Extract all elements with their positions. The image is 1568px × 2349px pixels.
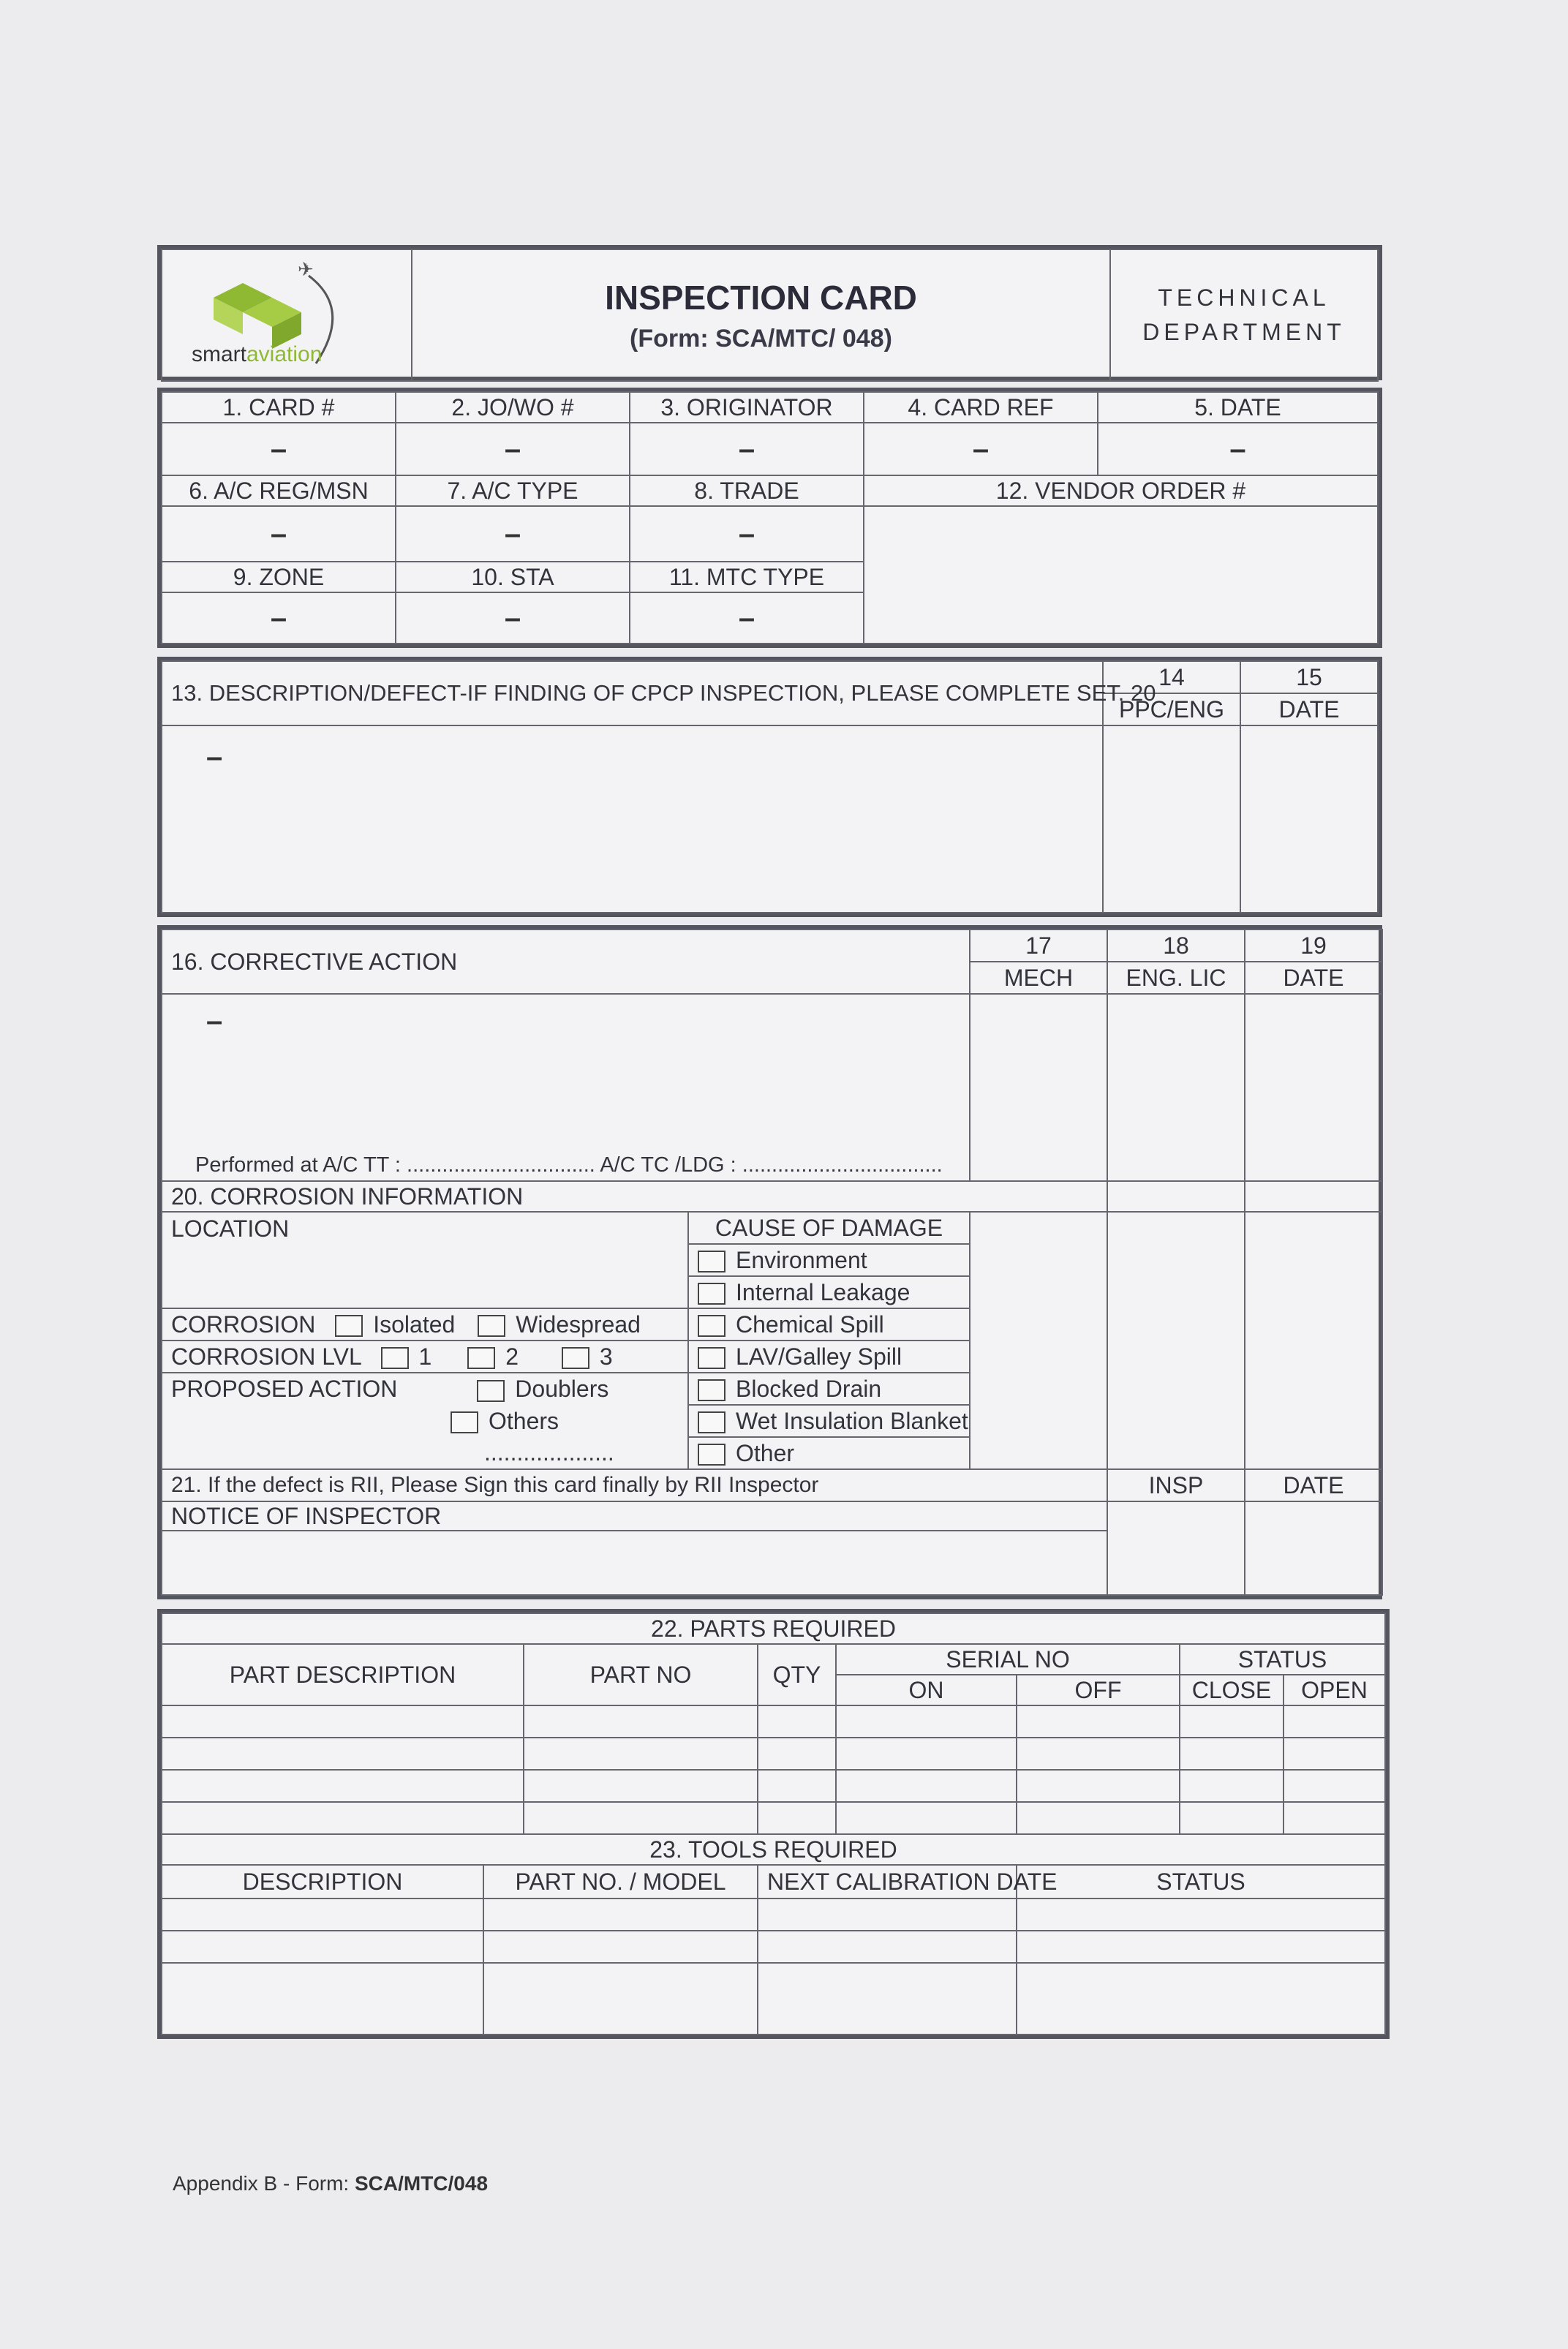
description-ppc-eng-value[interactable] <box>1103 725 1240 913</box>
field-vendor-order-value[interactable] <box>864 506 1378 644</box>
cause-other[interactable] <box>688 1437 970 1469</box>
level-3-label: 3 <box>599 1343 613 1370</box>
svg-text:smartaviation <box>192 342 322 366</box>
table-row <box>162 1899 1385 1931</box>
checkbox-icon[interactable] <box>698 1251 725 1272</box>
title-cell <box>412 249 1110 381</box>
field-date-value[interactable]: – <box>1098 423 1378 475</box>
rii-date-value[interactable] <box>1245 1501 1382 1595</box>
field-originator-label: 3. ORIGINATOR <box>630 392 864 423</box>
field-originator-value[interactable]: – <box>630 423 864 475</box>
corrosion-eng-cell[interactable] <box>1107 1212 1245 1469</box>
field-ac-reg-value[interactable]: – <box>162 506 396 562</box>
corrective-value-cell[interactable] <box>162 994 970 1181</box>
field-sta-label: 10. STA <box>396 562 630 592</box>
corrective-date: DATE <box>1245 962 1382 994</box>
parts-col-status: STATUS <box>1180 1644 1385 1675</box>
checkbox-icon[interactable] <box>698 1411 725 1433</box>
table-row <box>162 1931 1385 1963</box>
checkbox-icon[interactable] <box>698 1379 725 1401</box>
rii-date: DATE <box>1245 1469 1382 1501</box>
footer-prefix: Appendix B - Form: <box>173 2172 355 2195</box>
field-zone-label: 9. ZONE <box>162 562 396 592</box>
table-row <box>162 1738 1385 1770</box>
checkbox-icon[interactable] <box>477 1380 505 1402</box>
table-row <box>162 1705 1385 1738</box>
field-jo-wo-value[interactable]: – <box>396 423 630 475</box>
parts-col-off: OFF <box>1017 1675 1180 1705</box>
department-cell <box>1110 249 1378 381</box>
corrosion-mech-cell[interactable] <box>970 1212 1107 1469</box>
doublers-label: Doublers <box>515 1376 609 1402</box>
description-block <box>157 657 1382 917</box>
field-card-ref-value[interactable]: – <box>864 423 1098 475</box>
logo-brand-a: smart <box>192 342 246 366</box>
tools-col-calibration: NEXT CALIBRATION DATE <box>758 1865 1017 1899</box>
cause-wet-insulation[interactable] <box>688 1405 970 1437</box>
field-ac-type-value[interactable]: – <box>396 506 630 562</box>
checkbox-icon[interactable] <box>335 1315 363 1337</box>
corrective-col17: 17 <box>970 930 1107 962</box>
parts-col-description: PART DESCRIPTION <box>162 1644 524 1705</box>
cause-lav-galley-spill-label: LAV/Galley Spill <box>736 1343 902 1370</box>
checkbox-icon[interactable] <box>478 1315 505 1337</box>
notice-of-inspector: NOTICE OF INSPECTOR <box>162 1501 1107 1531</box>
corrective-col18: 18 <box>1107 930 1245 962</box>
corrosion-date-cell[interactable] <box>1245 1212 1382 1469</box>
corrosion-type-label: CORROSION <box>171 1311 316 1338</box>
smart-aviation-logo <box>162 250 404 374</box>
corrective-eng-lic: ENG. LIC <box>1107 962 1245 994</box>
table-row <box>162 1963 1385 2035</box>
corrective-mech: MECH <box>970 962 1107 994</box>
field-card-ref-label: 4. CARD REF <box>864 392 1098 423</box>
department-line1: TECHNICAL <box>1158 284 1330 311</box>
field-card-no-value[interactable]: – <box>162 423 396 475</box>
cause-blocked-drain[interactable] <box>688 1373 970 1405</box>
corrosion-location[interactable]: LOCATION <box>162 1212 688 1308</box>
performed-line: Performed at A/C TT : ................................ A/C TC /LDG : .................................. <box>195 1153 943 1177</box>
cause-internal-leakage[interactable] <box>688 1276 970 1308</box>
fields-table <box>161 391 1379 644</box>
corrective-mech-value[interactable] <box>970 994 1107 1181</box>
corrective-date-value[interactable] <box>1245 994 1382 1181</box>
parts-col-part-no: PART NO <box>524 1644 758 1705</box>
cause-other-label: Other <box>736 1439 795 1466</box>
tools-col-description: DESCRIPTION <box>162 1865 483 1899</box>
checkbox-icon[interactable] <box>381 1347 409 1369</box>
description-col14: 14 <box>1103 661 1240 693</box>
description-col15: 15 <box>1240 661 1378 693</box>
field-mtc-type-label: 11. MTC TYPE <box>630 562 864 592</box>
corrosion-title-spacer <box>1107 1181 1245 1212</box>
checkbox-icon[interactable] <box>698 1283 725 1305</box>
isolated-label: Isolated <box>373 1311 456 1338</box>
field-zone-value[interactable]: – <box>162 592 396 644</box>
corrosion-type-row <box>162 1308 688 1341</box>
parts-col-qty: QTY <box>758 1644 836 1705</box>
field-card-no-label: 1. CARD # <box>162 392 396 423</box>
level-2-label: 2 <box>505 1343 519 1370</box>
svg-text:✈: ✈ <box>298 258 314 280</box>
description-value[interactable]: – <box>162 725 1103 913</box>
cause-internal-leakage-label: Internal Leakage <box>736 1278 911 1305</box>
logo-cell <box>162 249 412 381</box>
corrosion-title: 20. CORROSION INFORMATION <box>162 1181 1107 1212</box>
fields-block <box>157 388 1382 648</box>
checkbox-icon[interactable] <box>562 1347 589 1369</box>
cause-chemical-spill[interactable] <box>688 1308 970 1341</box>
parts-table <box>161 1613 1386 2035</box>
corrective-table <box>161 929 1383 1596</box>
field-sta-value[interactable]: – <box>396 592 630 644</box>
rii-insp-value[interactable] <box>1107 1501 1245 1595</box>
table-row <box>162 1802 1385 1834</box>
corrective-value: – <box>206 1005 223 1037</box>
cause-chemical-spill-label: Chemical Spill <box>736 1311 884 1338</box>
corrective-label: 16. CORRECTIVE ACTION <box>162 930 970 994</box>
checkbox-icon[interactable] <box>698 1444 725 1466</box>
cause-environment[interactable] <box>688 1244 970 1276</box>
field-mtc-type-value[interactable]: – <box>630 592 864 644</box>
table-row <box>162 1770 1385 1802</box>
corrective-block <box>157 925 1382 1599</box>
parts-col-serial: SERIAL NO <box>836 1644 1180 1675</box>
field-jo-wo-label: 2. JO/WO # <box>396 392 630 423</box>
widespread-label: Widespread <box>516 1311 641 1338</box>
tools-title: 23. TOOLS REQUIRED <box>162 1834 1385 1865</box>
parts-col-open: OPEN <box>1284 1675 1385 1705</box>
field-ac-type-label: 7. A/C TYPE <box>396 475 630 506</box>
field-vendor-order-label: 12. VENDOR ORDER # <box>864 475 1378 506</box>
form-code: (Form: SCA/MTC/ 048) <box>630 324 892 352</box>
corrective-eng-lic-value[interactable] <box>1107 994 1245 1181</box>
header-table <box>161 249 1379 382</box>
cause-environment-label: Environment <box>736 1246 867 1273</box>
corrective-col19: 19 <box>1245 930 1382 962</box>
proposed-others-dots[interactable]: .................... <box>162 1437 688 1469</box>
description-label: 13. DESCRIPTION/DEFECT-IF FINDING OF CPCP INSPECTION, PLEASE COMPLETE SET. 20 <box>162 661 1103 725</box>
cause-lav-galley-spill[interactable] <box>688 1341 970 1373</box>
field-date-label: 5. DATE <box>1098 392 1378 423</box>
checkbox-icon[interactable] <box>467 1347 495 1369</box>
corrosion-level-row <box>162 1341 688 1373</box>
parts-col-close: CLOSE <box>1180 1675 1284 1705</box>
description-table <box>161 660 1379 913</box>
tools-col-part-model: PART NO. / MODEL <box>483 1865 758 1899</box>
cause-blocked-drain-label: Blocked Drain <box>736 1375 882 1402</box>
tools-col-status: STATUS <box>1017 1865 1385 1899</box>
rii-label: 21. If the defect is RII, Please Sign this card finally by RII Inspector <box>162 1469 1107 1501</box>
rii-insp: INSP <box>1107 1469 1245 1501</box>
field-ac-reg-label: 6. A/C REG/MSN <box>162 475 396 506</box>
checkbox-icon[interactable] <box>698 1347 725 1369</box>
cause-wet-insulation-label: Wet Insulation Blanket <box>736 1407 968 1434</box>
checkbox-icon[interactable] <box>698 1315 725 1337</box>
header-block <box>157 245 1382 380</box>
corrosion-title-spacer2 <box>1245 1181 1382 1212</box>
footer <box>173 2172 488 2195</box>
proposed-action-row <box>162 1373 688 1405</box>
corrosion-level-label: CORROSION LVL <box>171 1343 361 1370</box>
parts-col-on: ON <box>836 1675 1017 1705</box>
proposed-others-row <box>162 1405 688 1437</box>
department-line2: DEPARTMENT <box>1142 319 1346 345</box>
cause-title: CAUSE OF DAMAGE <box>688 1212 970 1244</box>
description-date-value[interactable] <box>1240 725 1378 913</box>
footer-code: SCA/MTC/048 <box>354 2172 489 2195</box>
description-date: DATE <box>1240 693 1378 725</box>
page-title: INSPECTION CARD <box>605 278 917 317</box>
proposed-action-label: PROPOSED ACTION <box>171 1376 398 1402</box>
others-label: Others <box>489 1407 559 1434</box>
logo-brand-b: aviation <box>246 342 323 366</box>
description-ppc-eng: PPC/ENG <box>1103 693 1240 725</box>
parts-title: 22. PARTS REQUIRED <box>162 1613 1385 1644</box>
level-1-label: 1 <box>418 1343 432 1370</box>
field-trade-value[interactable]: – <box>630 506 864 562</box>
notice-of-inspector-value[interactable] <box>162 1531 1107 1595</box>
checkbox-icon[interactable] <box>451 1411 478 1433</box>
parts-tools-block <box>157 1609 1390 2039</box>
field-trade-label: 8. TRADE <box>630 475 864 506</box>
